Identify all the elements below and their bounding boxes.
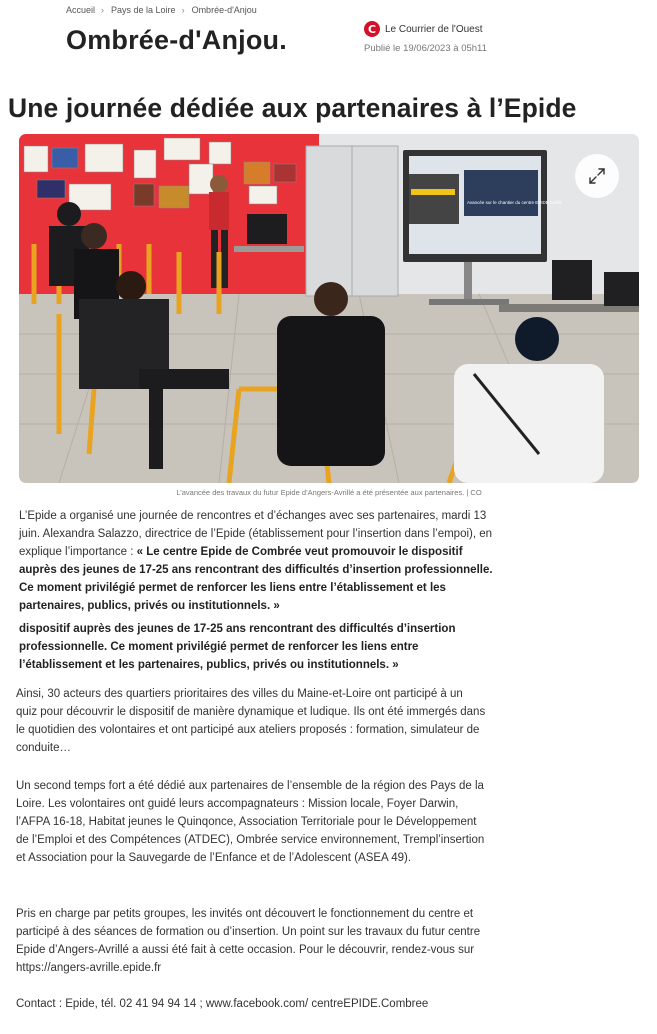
publication-date: Publié le 19/06/2023 à 05h11 — [364, 43, 487, 54]
article-paragraph-2: dispositif auprès des jeunes de 17-25 ans rencontrant des difficultés d’insertion professionnelle. Ce moment privilégié permet de renforcer les liens entre l’établissement et les partenaires, publics, privés ou institutionnels. » — [19, 623, 456, 671]
photo-caption: L’avancée des travaux du futur Epide d’Angers-Avrillé a été présentée aux partenaires. | CO — [176, 488, 482, 497]
breadcrumb-region-link[interactable]: Pays de la Loire — [111, 5, 176, 15]
courrier-logo-icon: C — [364, 21, 380, 37]
article-paragraph-3: Ainsi, 30 acteurs des quartiers prioritaires des villes du Maine-et-Loire ont participé à un quiz pour découvrir le dispositif de manière dynamique et ludique. Ils ont été immergés dans le quotidien des volontaires et ont participé aux ateliers proposés : formation, simulateur de conduite… — [16, 688, 486, 754]
breadcrumb — [66, 5, 257, 15]
classroom-photo-illustration — [19, 134, 639, 483]
source-name[interactable]: Le Courrier de l'Ouest — [385, 23, 483, 35]
paragraph-1-quote: « Le centre Epide de Combrée veut promouvoir le dispositif auprès des jeunes de 17-25 ans rencontrant des difficultés d’insertion professionnelle. Ce moment privilégié permet de renforcer les liens entre l’établissement et les partenaires, publics, privés ou institutionnels. » — [19, 546, 493, 612]
article-paragraph-1 — [19, 507, 501, 615]
breadcrumb-separator: › — [181, 5, 185, 15]
article-paragraph-4: Un second temps fort a été dédié aux partenaires de l’ensemble de la région des Pays de la Loire. Les volontaires ont guidé leurs accompagnateurs : Mission locale, Foyer Darwin, l’AFPA 16-18, Habitat jeunes le Quinqonce, Association Territoriale pour le Développement de l’Emploi et des Compétences (ATDEC), Ombrée service environnement, Trempl’insertion et Association pour la Sauvegarde de l’Enfance et de l’Adolescent (ASEA 49). — [16, 780, 485, 864]
screen-text: Avancée sur le chantier du centre EPIDE Avrillé — [467, 200, 562, 205]
expand-photo-button[interactable] — [575, 154, 619, 198]
article-contact: Contact : Epide, tél. 02 41 94 94 14 ; www.facebook.com/ centreEPIDE.Combree — [16, 998, 429, 1010]
paragraph-1-intro: L’Epide a organisé une journée de rencontres et d’échanges avec ses partenaires, mardi 13 juin. Alexandra Salazzo, directrice de l’Epide (établissement pour l’insertion dans l’empoi), en explique l’importance : — [19, 510, 493, 558]
breadcrumb-home-link[interactable]: Accueil — [66, 5, 96, 15]
source-info — [364, 21, 483, 37]
article-headline: Une journée dédiée aux partenaires à l’Epide — [8, 93, 577, 123]
expand-icon — [588, 167, 606, 185]
town-title: Ombrée-d'Anjou. — [66, 25, 287, 55]
article-photo[interactable] — [19, 134, 639, 483]
article-paragraph-5: Pris en charge par petits groupes, les invités ont découvert le fonctionnement du centre et participé à des séances de formation ou d’insertion. Un point sur les travaux du futur centre Epide d’Angers-Avrillé a aussi été fait à cette occasion. Pour le découvrir, rendez-vous sur https://angers-avrille.epide.fr — [16, 908, 481, 974]
breadcrumb-separator: › — [101, 5, 105, 15]
breadcrumb-town-link[interactable]: Ombrée-d'Anjou — [191, 5, 257, 15]
